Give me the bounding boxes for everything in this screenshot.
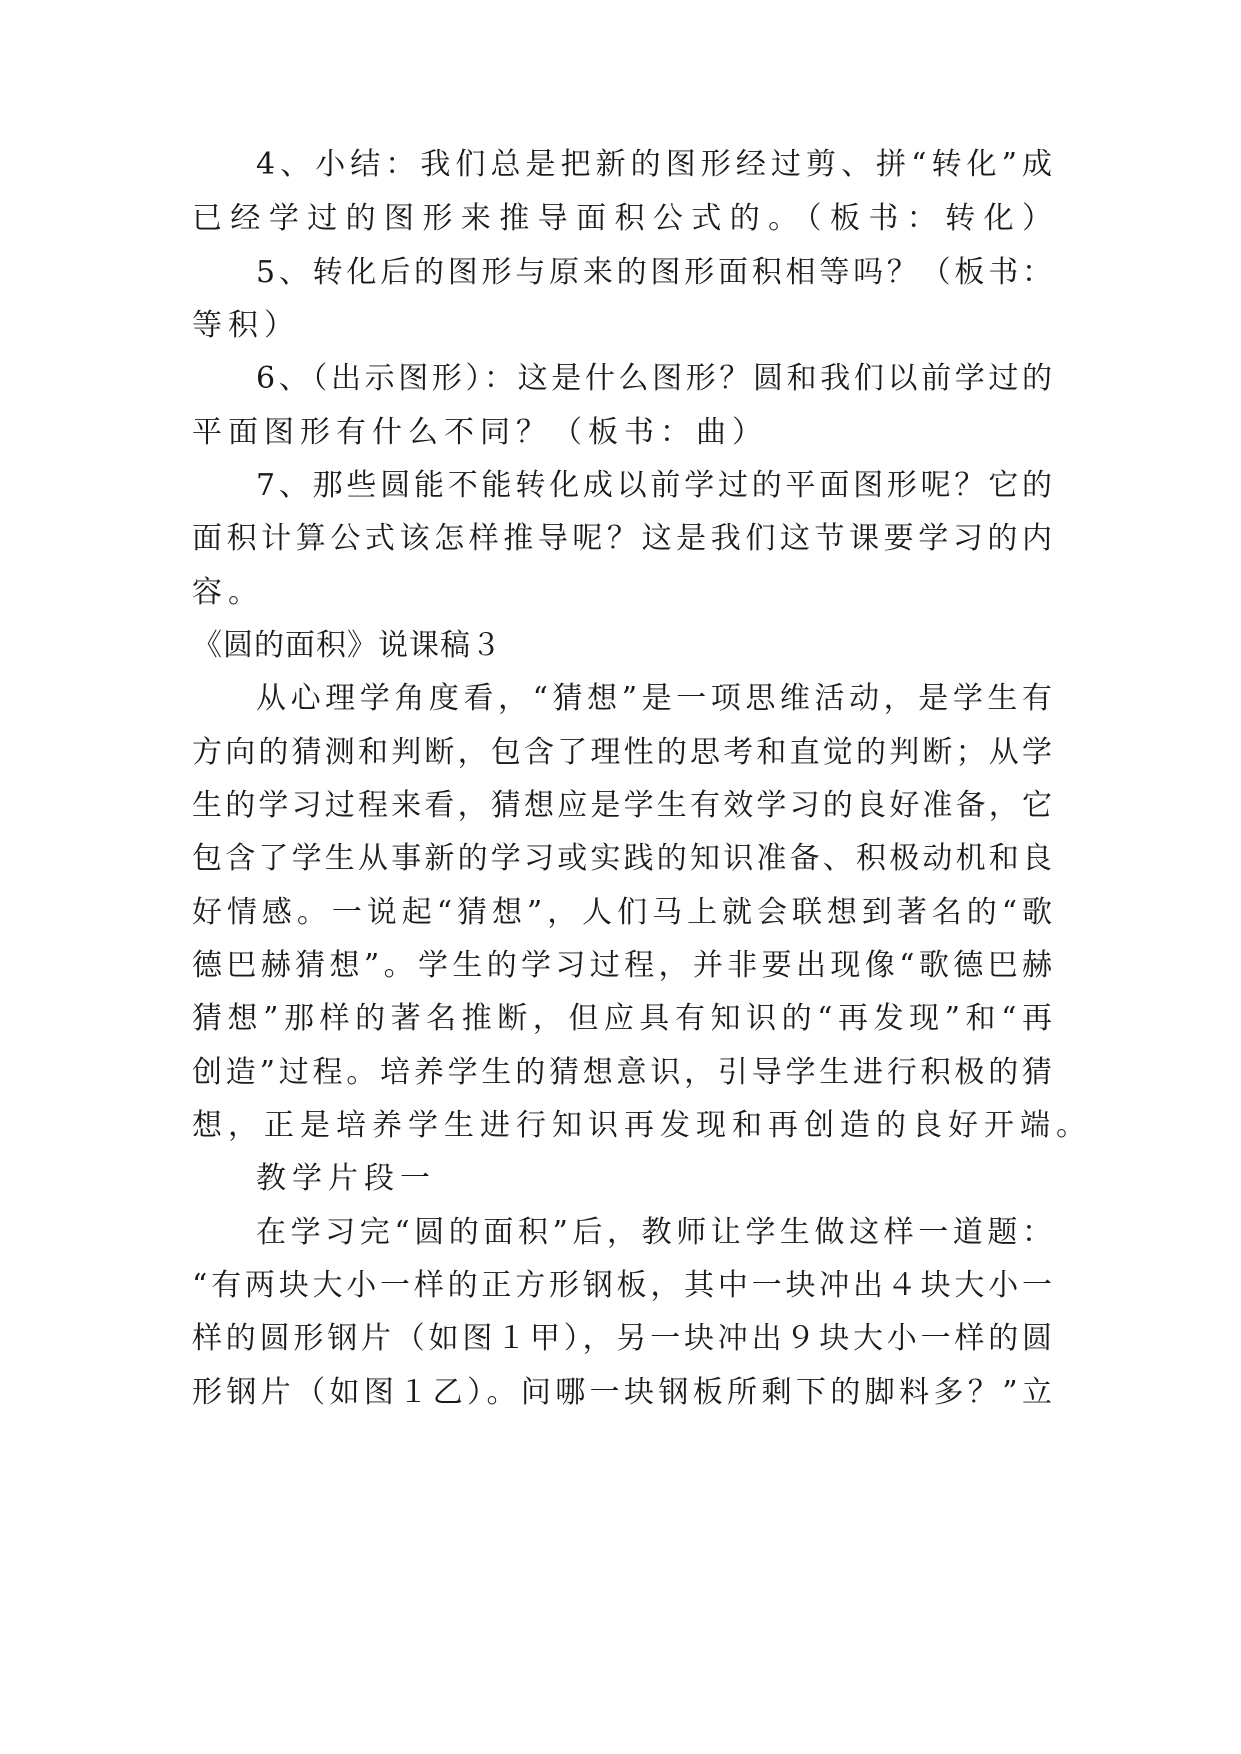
paragraph-line: 已经学过的图形来推导面积公式的。（板书：转化） — [192, 201, 1052, 236]
paragraph-line: 4、小结：我们总是把新的图形经过剪、拼“转化”成 — [256, 147, 1052, 182]
paragraph-line: 等积） — [192, 308, 300, 343]
paragraph-line: 想，正是培养学生进行知识再发现和再创造的良好开端。 — [192, 1108, 1092, 1143]
paragraph-line: 创造”过程。培养学生的猜想意识，引导学生进行积极的猜 — [192, 1055, 1052, 1090]
paragraph-line: 方向的猜测和判断，包含了理性的思考和直觉的判断；从学 — [192, 735, 1052, 770]
paragraph-line: 7、那些圆能不能转化成以前学过的平面图形呢？它的 — [256, 468, 1052, 503]
paragraph-line: “有两块大小一样的正方形钢板，其中一块冲出４块大小一 — [192, 1268, 1052, 1303]
section-heading: 《圆的面积》说课稿３ — [192, 628, 502, 663]
paragraph-line: 5、转化后的图形与原来的图形面积相等吗？（板书： — [256, 255, 1052, 290]
paragraph-line: 猜想”那样的著名推断，但应具有知识的“再发现”和“再 — [192, 1001, 1052, 1036]
paragraph-line: 形钢片（如图１乙）。问哪一块钢板所剩下的脚料多？”立 — [192, 1375, 1052, 1410]
paragraph-line: 样的圆形钢片（如图１甲），另一块冲出９块大小一样的圆 — [192, 1321, 1052, 1356]
paragraph-line: 6、（出示图形）：这是什么图形？圆和我们以前学过的 — [256, 361, 1052, 396]
paragraph-line: 容。 — [192, 575, 264, 610]
paragraph-line: 好情感。一说起“猜想”，人们马上就会联想到著名的“歌 — [192, 895, 1052, 930]
paragraph-line: 在学习完“圆的面积”后，教师让学生做这样一道题： — [256, 1215, 1052, 1250]
subheading: 教学片段一 — [256, 1161, 436, 1196]
paragraph-line: 平面图形有什么不同？（板书：曲） — [192, 415, 768, 450]
paragraph-line: 包含了学生从事新的学习或实践的知识准备、积极动机和良 — [192, 841, 1052, 876]
paragraph-line: 从心理学角度看，“猜想”是一项思维活动，是学生有 — [256, 681, 1052, 716]
paragraph-line: 德巴赫猜想”。学生的学习过程，并非要出现像“歌德巴赫 — [192, 948, 1052, 983]
paragraph-line: 面积计算公式该怎样推导呢？这是我们这节课要学习的内 — [192, 521, 1052, 556]
paragraph-line: 生的学习过程来看，猜想应是学生有效学习的良好准备，它 — [192, 788, 1052, 823]
